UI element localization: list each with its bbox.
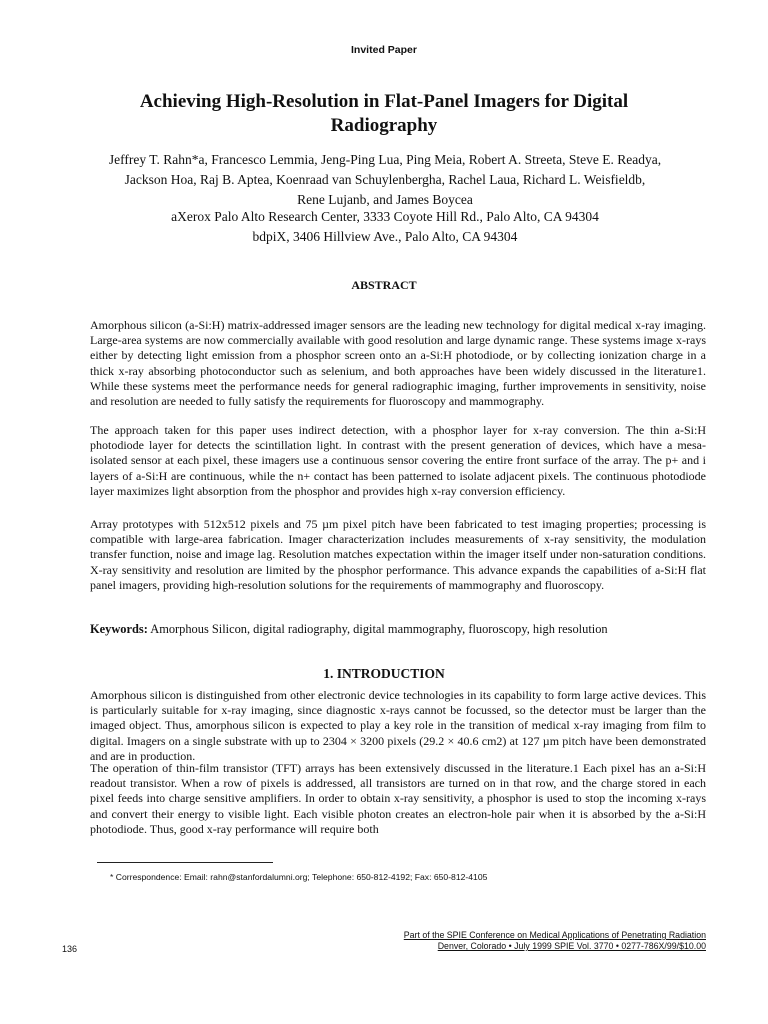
affiliation-dpix: bdpiX, 3406 Hillview Ave., Palo Alto, CA 94304	[252, 229, 518, 244]
invited-paper-label: Invited Paper	[351, 44, 417, 56]
affiliation-xerox: aXerox Palo Alto Research Center, 3333 Coyote Hill Rd., Palo Alto, CA 94304	[171, 209, 599, 224]
abstract-heading: ABSTRACT	[351, 278, 417, 292]
correspondence-footnote: * Correspondence: Email: rahn@stanfordalumni.org; Telephone: 650-812-4192; Fax: 650-812-4105	[110, 872, 488, 882]
author-list	[90, 150, 680, 210]
conference-line: Denver, Colorado • July 1999 SPIE Vol. 3770 • 0277-786X/99/$10.00	[437, 941, 706, 951]
author-line: Jackson Hoa, Raj B. Aptea, Koenraad van Schuylenbergha, Rachel Laua, Richard L. Weisfieldb,	[124, 172, 646, 187]
page-number: 136	[62, 944, 78, 954]
intro-paragraph: Amorphous silicon is distinguished from other electronic device technologies in its capability to form large active devices. This is particularly suitable for x-ray imaging, since diagnostic x-rays cannot be focussed, so the detector must be larger than the imaged object. Thus, amorphous silicon is expected to play a key role in the transition of medical x-ray imaging from film to digital. Imagers on a single substrate with up to 2304 × 3200 pixels (29.2 × 40.6 cm2) at 127 µm pitch have been demonstrated and are in production.	[90, 688, 706, 763]
abstract-paragraph: Array prototypes with 512x512 pixels and 75 µm pixel pitch have been fabricated to test imaging properties; processing is compatible with large-area fabrication. Imager characterization includes measurements of x-ray sensitivity, the modulation transfer function, noise and image lag. Resolution matches expectation within the imager itself under non-saturation conditions. X-ray sensitivity and resolution are limited by the phosphor performance. This advance expands the capabilities of a-Si:H flat panel imagers, providing high-resolution solutions for the requirements of mammography and fluoroscopy.	[90, 517, 706, 592]
footnote-divider	[97, 862, 273, 863]
abstract-paragraph: The approach taken for this paper uses indirect detection, with a phosphor layer for x-ray conversion. The thin a-Si:H photodiode layer for detects the scintillation light. In contrast with the present generation of devices, which have a mesa-isolated sensor at each pixel, these imagers use a continuous sensor covering the entire front surface of the array. The p+ and i layers of a-Si:H are continuous, while the n+ contact has been patterned to isolate adjacent pixels. The continuous photodiode layer maximizes light absorption from the phosphor and provides high x-ray conversion efficiency.	[90, 423, 706, 498]
introduction-heading: 1. INTRODUCTION	[323, 666, 445, 681]
keywords-text: Amorphous Silicon, digital radiography, digital mammography, fluoroscopy, high resolution	[150, 622, 608, 636]
author-line: Rene Lujanb, and James Boycea	[297, 192, 473, 207]
author-line: Jeffrey T. Rahn*a, Francesco Lemmia, Jeng-Ping Lua, Ping Meia, Robert A. Streeta, Steve E. Readya,	[108, 152, 662, 167]
affiliation-list	[90, 207, 680, 247]
intro-paragraph: The operation of thin-film transistor (TFT) arrays has been extensively discussed in the literature.1 Each pixel has an a-Si:H readout transistor. When a row of pixels is addressed, all transistors are turned on in that row, and the charge stored in each pixel feeds into charge sensitive amplifiers. In order to obtain x-ray sensitivity, a phosphor is used to stop the incoming x-rays and convert their energy to visible light. Each visible photon creates an electron-hole pair when it is absorbed by the a-Si:H photodiode. Thus, good x-ray performance will require both	[90, 761, 706, 836]
abstract-paragraph: Amorphous silicon (a-Si:H) matrix-addressed imager sensors are the leading new technology for digital medical x-ray imaging. Large-area systems are now commercially available with good resolution and large dynamic range. These systems image x-rays either by detecting light emission from a phosphor screen onto an a-Si:H photodiode, or by collecting ionization charge in a thick x-ray absorbing photoconductor such as selenium, and both approaches have been widely discussed in the literature1. While these systems meet the performance needs for general radiographic imaging, further improvements in sensitivity, noise and resolution are needed to fully satisfy the requirements for fluoroscopy and mammography.	[90, 318, 706, 409]
keywords-line	[90, 622, 706, 637]
paper-title: Achieving High-Resolution in Flat-Panel Imagers for Digital Radiography	[139, 91, 629, 136]
keywords-label: Keywords:	[90, 622, 148, 636]
conference-info	[286, 930, 706, 952]
conference-line: Part of the SPIE Conference on Medical Applications of Penetrating Radiation	[403, 930, 706, 940]
